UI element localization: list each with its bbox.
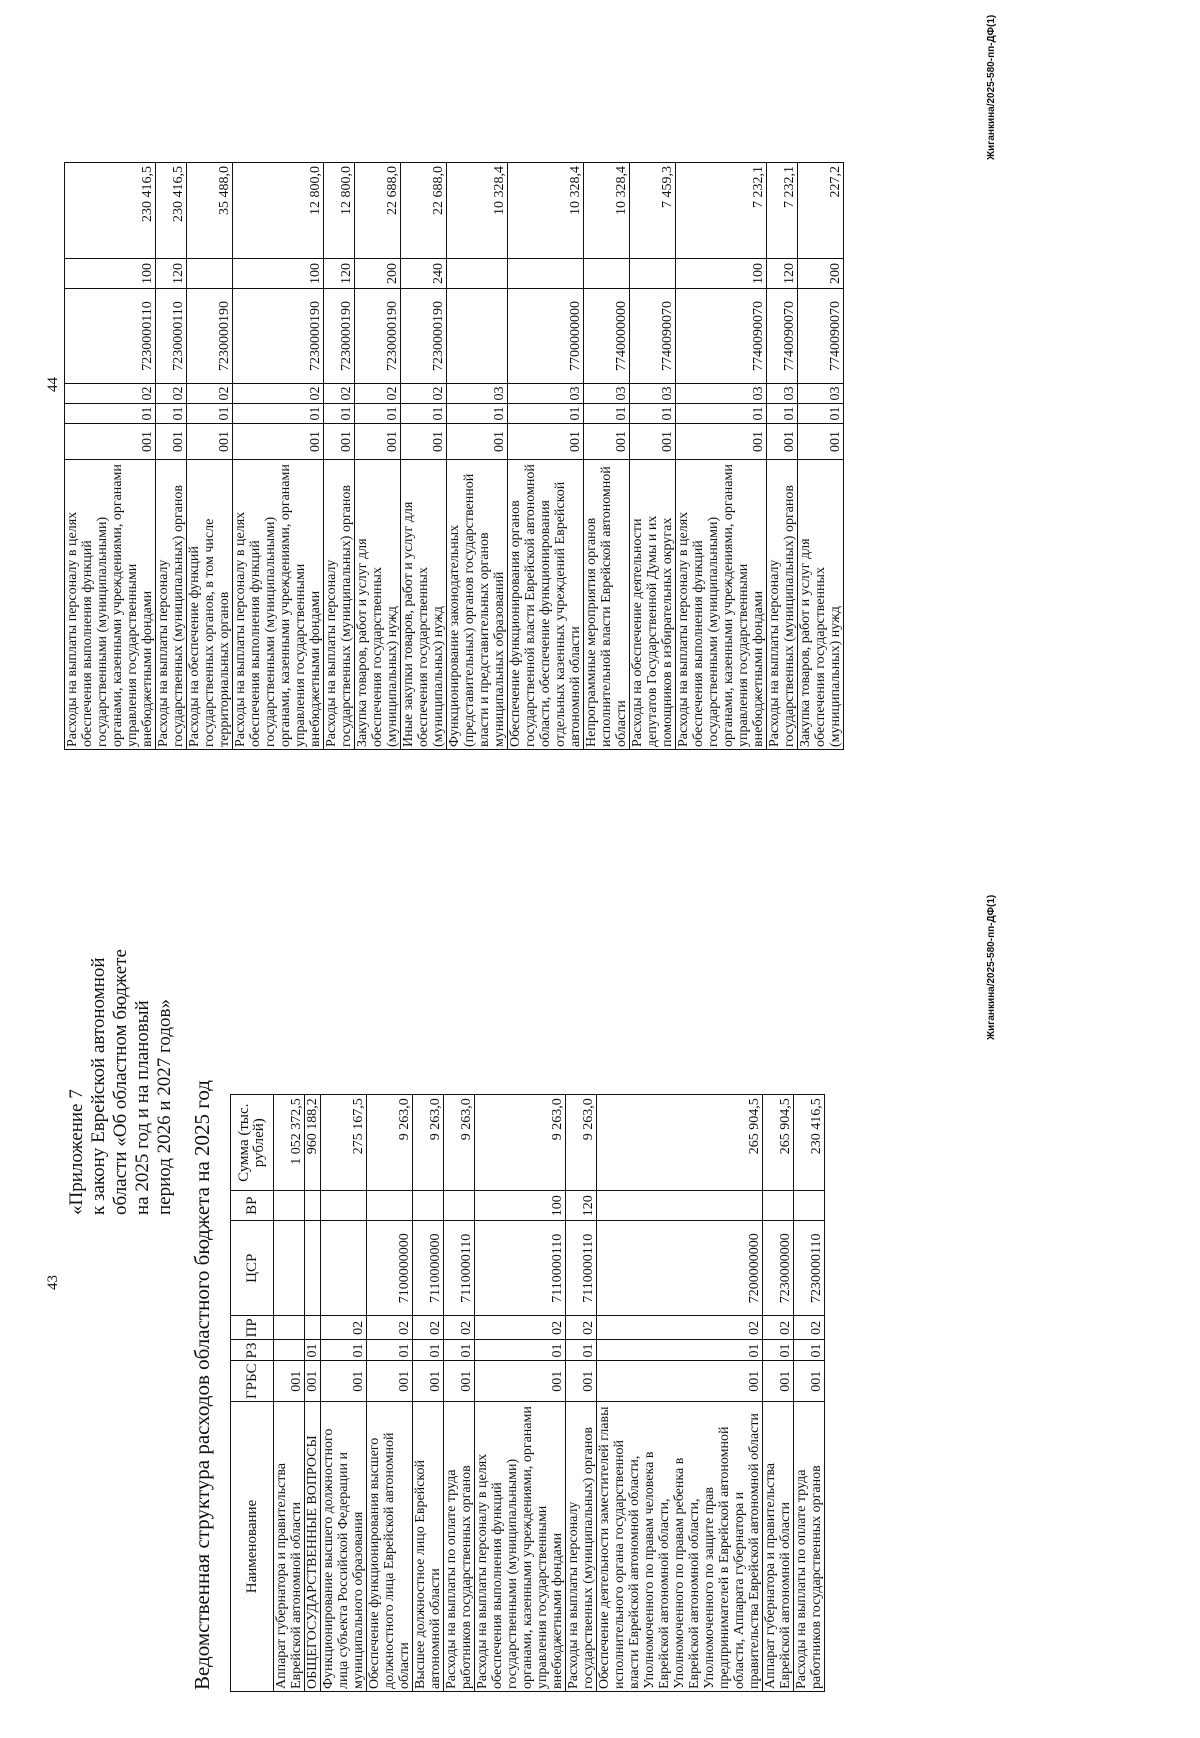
- cell-csr: 7110000110: [444, 1221, 475, 1316]
- cell-csr: 7200000000: [597, 1221, 763, 1316]
- cell-rz: 01: [305, 1340, 321, 1361]
- cell-sum: 7 459,3: [630, 163, 676, 259]
- cell-rz: 01: [444, 1340, 475, 1361]
- cell-name: Расходы на выплаты по оплате труда работников государственных органов: [444, 1402, 475, 1692]
- cell-sum: 960 188,2: [305, 1095, 321, 1191]
- table-row: [321, 1095, 367, 1692]
- header-csr: ЦСР: [231, 1221, 274, 1316]
- cell-rz: 01: [401, 404, 447, 424]
- cell-csr: 7230000110: [794, 1221, 825, 1316]
- table-row: [401, 163, 447, 750]
- cell-name: Аппарат губернатора и правительства Еврейской автономной области: [274, 1402, 305, 1692]
- cell-sum: 230 416,5: [156, 163, 187, 259]
- cell-csr: 7100000000: [367, 1221, 413, 1316]
- budget-table-page-43: [230, 1094, 825, 1692]
- cell-rz: 01: [65, 404, 156, 424]
- budget-table-left-wrapper: [230, 1094, 825, 1692]
- cell-vr: 100: [233, 259, 324, 289]
- table-row: [798, 163, 844, 750]
- table-row: [767, 163, 798, 750]
- cell-pr: 02: [355, 384, 401, 404]
- cell-csr: 7740090070: [676, 289, 767, 384]
- cell-rz: 01: [676, 404, 767, 424]
- cell-sum: 22 688,0: [355, 163, 401, 259]
- table-row: [444, 1095, 475, 1692]
- cell-grbs: 001: [305, 1361, 321, 1402]
- footer-left: Жиганкина/2025-580-пп-ДФ(1): [986, 894, 997, 1040]
- cell-sum: 9 263,0: [444, 1095, 475, 1191]
- cell-name: Иные закупки товаров, работ и услуг для обеспечения государственных (муниципальных) нужд: [401, 460, 447, 750]
- cell-grbs: 001: [187, 424, 233, 460]
- table-row: [630, 163, 676, 750]
- cell-grbs: 001: [475, 1361, 566, 1402]
- cell-vr: 100: [65, 259, 156, 289]
- cell-vr: 120: [767, 259, 798, 289]
- cell-csr: [447, 289, 508, 384]
- table-row: [65, 163, 156, 750]
- cell-csr: [305, 1221, 321, 1316]
- cell-grbs: 001: [447, 424, 508, 460]
- cell-sum: 9 263,0: [566, 1095, 597, 1191]
- cell-sum: 227,2: [798, 163, 844, 259]
- cell-pr: 02: [413, 1316, 444, 1340]
- header-sum: Сумма (тыс. рублей): [231, 1095, 274, 1191]
- cell-sum: 10 328,4: [447, 163, 508, 259]
- cell-vr: [447, 259, 508, 289]
- appendix-heading: [66, 795, 176, 1215]
- cell-pr: 03: [767, 384, 798, 404]
- page-number-44: 44: [45, 377, 61, 392]
- appendix-line-5: период 2026 и 2027 годов»: [154, 999, 175, 1215]
- cell-sum: 12 800,0: [324, 163, 355, 259]
- cell-csr: 7230000110: [156, 289, 187, 384]
- cell-pr: 02: [233, 384, 324, 404]
- cell-csr: 7230000190: [401, 289, 447, 384]
- cell-rz: 01: [367, 1340, 413, 1361]
- cell-pr: 02: [401, 384, 447, 404]
- cell-name: Расходы на обеспечение функций государственных органов, в том числе территориальных органов: [187, 460, 233, 750]
- cell-rz: 01: [508, 404, 584, 424]
- cell-rz: 01: [566, 1340, 597, 1361]
- cell-pr: 02: [444, 1316, 475, 1340]
- cell-rz: 01: [187, 404, 233, 424]
- table-row: [187, 163, 233, 750]
- table-row: [508, 163, 584, 750]
- cell-sum: 7 232,1: [676, 163, 767, 259]
- cell-csr: 7230000190: [355, 289, 401, 384]
- cell-vr: [794, 1191, 825, 1221]
- cell-csr: 7740000000: [584, 289, 630, 384]
- cell-rz: 01: [475, 1340, 566, 1361]
- cell-grbs: 001: [767, 424, 798, 460]
- cell-sum: 230 416,5: [794, 1095, 825, 1191]
- cell-pr: 02: [65, 384, 156, 404]
- cell-name: Расходы на выплаты персоналу государственных (муниципальных) органов: [156, 460, 187, 750]
- table-row: [413, 1095, 444, 1692]
- cell-pr: 03: [676, 384, 767, 404]
- cell-rz: [274, 1340, 305, 1361]
- cell-name: Расходы на выплаты по оплате труда работников государственных органов: [794, 1402, 825, 1692]
- cell-name: Расходы на выплаты персоналу в целях обеспечения выполнения функций государственными (муниципальными) органами, казенными учреждениями, органами управления государственными внебюджетными фондами: [233, 460, 324, 750]
- cell-sum: 10 328,4: [508, 163, 584, 259]
- budget-table-right-wrapper: [64, 162, 844, 750]
- cell-pr: 02: [566, 1316, 597, 1340]
- cell-csr: 7740090070: [767, 289, 798, 384]
- cell-rz: 01: [584, 404, 630, 424]
- appendix-line-2: к закону Еврейской автономной: [88, 957, 109, 1215]
- cell-vr: 200: [355, 259, 401, 289]
- table-row: [763, 1095, 794, 1692]
- cell-csr: [321, 1221, 367, 1316]
- cell-grbs: 001: [763, 1361, 794, 1402]
- cell-pr: 02: [324, 384, 355, 404]
- cell-rz: 01: [413, 1340, 444, 1361]
- cell-vr: [367, 1191, 413, 1221]
- cell-rz: 01: [630, 404, 676, 424]
- cell-csr: 7230000110: [65, 289, 156, 384]
- cell-pr: 03: [630, 384, 676, 404]
- cell-pr: [305, 1316, 321, 1340]
- cell-grbs: 001: [508, 424, 584, 460]
- cell-csr: 7740090070: [630, 289, 676, 384]
- cell-vr: [597, 1191, 763, 1221]
- cell-grbs: 001: [355, 424, 401, 460]
- cell-sum: 9 263,0: [413, 1095, 444, 1191]
- table-row: [324, 163, 355, 750]
- cell-rz: 01: [355, 404, 401, 424]
- cell-name: Расходы на выплаты персоналу государственных (муниципальных) органов: [324, 460, 355, 750]
- cell-csr: 7700000000: [508, 289, 584, 384]
- table-row: [794, 1095, 825, 1692]
- cell-sum: 22 688,0: [401, 163, 447, 259]
- cell-rz: 01: [447, 404, 508, 424]
- cell-rz: 01: [233, 404, 324, 424]
- table-row: [475, 1095, 566, 1692]
- header-name: Наименование: [231, 1402, 274, 1692]
- table-row: [274, 1095, 305, 1692]
- cell-name: Закупка товаров, работ и услуг для обеспечения государственных (муниципальных) нужд: [798, 460, 844, 750]
- table-row: [447, 163, 508, 750]
- cell-vr: 100: [676, 259, 767, 289]
- cell-grbs: 001: [794, 1361, 825, 1402]
- cell-rz: 01: [767, 404, 798, 424]
- table-row: [597, 1095, 763, 1692]
- cell-pr: 02: [187, 384, 233, 404]
- cell-name: Расходы на выплаты персоналу государственных (муниципальных) органов: [767, 460, 798, 750]
- cell-rz: 01: [763, 1340, 794, 1361]
- cell-grbs: 001: [321, 1361, 367, 1402]
- cell-grbs: 001: [630, 424, 676, 460]
- table-row: [566, 1095, 597, 1692]
- cell-rz: 01: [321, 1340, 367, 1361]
- appendix-line-3: области «Об областном бюджете: [110, 949, 131, 1215]
- table-row: [305, 1095, 321, 1692]
- cell-vr: [508, 259, 584, 289]
- cell-csr: 7230000190: [233, 289, 324, 384]
- cell-grbs: 001: [65, 424, 156, 460]
- cell-csr: 7230000190: [324, 289, 355, 384]
- budget-table-page-44: [64, 162, 844, 750]
- cell-csr: 7110000000: [413, 1221, 444, 1316]
- table-row: [367, 1095, 413, 1692]
- cell-grbs: 001: [274, 1361, 305, 1402]
- cell-name: Расходы на выплаты персоналу в целях обеспечения выполнения функций государственными (муниципальными) органами, казенными учреждениями, органами управления государственными внебюджетными фондами: [475, 1402, 566, 1692]
- cell-name: Расходы на выплаты персоналу в целях обеспечения выполнения функций государственными (муниципальными) органами, казенными учреждениями, органами управления государственными внебюджетными фондами: [676, 460, 767, 750]
- cell-csr: 7110000110: [566, 1221, 597, 1316]
- cell-name: Обеспечение деятельности заместителей главы исполнительного органа государственной власти Еврейской автономной области, Уполномоченного по правам человека в Еврейской автономной области, Уполномоченного по правам ребенка в Еврейской автономной области, Уполномоченного по защите прав предпринимателей в Еврейской автономной области, Аппарата губернатора и правительства Еврейской автономной области: [597, 1402, 763, 1692]
- cell-pr: 03: [447, 384, 508, 404]
- page-number-43: 43: [45, 1275, 61, 1290]
- cell-sum: 275 167,5: [321, 1095, 367, 1191]
- cell-name: Обеспечение функционирования высшего должностного лица Еврейской автономной области: [367, 1402, 413, 1692]
- cell-pr: 02: [156, 384, 187, 404]
- cell-vr: 200: [798, 259, 844, 289]
- cell-name: ОБЩЕГОСУДАРСТВЕННЫЕ ВОПРОСЫ: [305, 1402, 321, 1692]
- table-row: [233, 163, 324, 750]
- cell-sum: 1 052 372,5: [274, 1095, 305, 1191]
- cell-csr: [274, 1221, 305, 1316]
- cell-name: Закупка товаров, работ и услуг для обеспечения государственных (муниципальных) нужд: [355, 460, 401, 750]
- cell-grbs: 001: [798, 424, 844, 460]
- cell-sum: 9 263,0: [475, 1095, 566, 1191]
- cell-pr: [274, 1316, 305, 1340]
- table-row: [676, 163, 767, 750]
- cell-rz: 01: [798, 404, 844, 424]
- cell-sum: 10 328,4: [584, 163, 630, 259]
- cell-csr: 7230000190: [187, 289, 233, 384]
- cell-vr: 120: [566, 1191, 597, 1221]
- cell-name: Расходы на обеспечение деятельности депутатов Государственной Думы и их помощников в избирательных округах: [630, 460, 676, 750]
- cell-sum: 12 800,0: [233, 163, 324, 259]
- cell-grbs: 001: [156, 424, 187, 460]
- cell-csr: 7740090070: [798, 289, 844, 384]
- appendix-line-4: на 2025 год и на плановый: [132, 1000, 153, 1215]
- cell-grbs: 001: [584, 424, 630, 460]
- appendix-line-1: «Приложение 7: [66, 1089, 87, 1215]
- cell-grbs: 001: [233, 424, 324, 460]
- cell-grbs: 001: [444, 1361, 475, 1402]
- cell-vr: [321, 1191, 367, 1221]
- cell-grbs: 001: [367, 1361, 413, 1402]
- cell-vr: 120: [324, 259, 355, 289]
- cell-name: Функционирование высшего должностного лица субъекта Российской Федерации и муниципального образования: [321, 1402, 367, 1692]
- cell-rz: 01: [597, 1340, 763, 1361]
- cell-pr: 03: [508, 384, 584, 404]
- document-title: Ведомственная структура расходов областного бюджета на 2025 год: [190, 1080, 214, 1690]
- cell-sum: 7 232,1: [767, 163, 798, 259]
- cell-grbs: 001: [597, 1361, 763, 1402]
- cell-csr: 7230000000: [763, 1221, 794, 1316]
- header-rz: РЗ: [231, 1340, 274, 1361]
- cell-vr: [274, 1191, 305, 1221]
- cell-rz: 01: [156, 404, 187, 424]
- cell-grbs: 001: [566, 1361, 597, 1402]
- cell-pr: 02: [794, 1316, 825, 1340]
- cell-sum: 230 416,5: [65, 163, 156, 259]
- cell-pr: 03: [584, 384, 630, 404]
- cell-sum: 35 488,0: [187, 163, 233, 259]
- header-grbs: ГРБС: [231, 1361, 274, 1402]
- cell-sum: 265 904,5: [763, 1095, 794, 1191]
- cell-vr: [305, 1191, 321, 1221]
- cell-name: Расходы на выплаты персоналу в целях обеспечения выполнения функций государственными (муниципальными) органами, казенными учреждениями, органами управления государственными внебюджетными фондами: [65, 460, 156, 750]
- cell-vr: [630, 259, 676, 289]
- cell-grbs: 001: [413, 1361, 444, 1402]
- cell-grbs: 001: [324, 424, 355, 460]
- cell-vr: 240: [401, 259, 447, 289]
- cell-sum: 265 904,5: [597, 1095, 763, 1191]
- table-row: [156, 163, 187, 750]
- cell-pr: 02: [597, 1316, 763, 1340]
- cell-name: Функционирование законодательных (представительных) органов государственной власти и представительных органов муниципальных образований: [447, 460, 508, 750]
- cell-name: Обеспечение функционирования органов государственной власти Еврейской автономной области, обеспечение функционирования отдельных казенных учреждений Еврейской автономной области: [508, 460, 584, 750]
- cell-vr: [444, 1191, 475, 1221]
- cell-vr: 120: [156, 259, 187, 289]
- header-vr: ВР: [231, 1191, 274, 1221]
- cell-name: Высшее должностное лицо Еврейской автономной области: [413, 1402, 444, 1692]
- cell-vr: [584, 259, 630, 289]
- table-header-row: [231, 1095, 274, 1692]
- cell-grbs: 001: [676, 424, 767, 460]
- cell-csr: 7110000110: [475, 1221, 566, 1316]
- header-pr: ПР: [231, 1316, 274, 1340]
- cell-pr: 02: [367, 1316, 413, 1340]
- cell-vr: 100: [475, 1191, 566, 1221]
- cell-vr: [187, 259, 233, 289]
- cell-pr: 02: [321, 1316, 367, 1340]
- cell-rz: 01: [324, 404, 355, 424]
- cell-name: Непрограммные мероприятия органов исполнительной власти Еврейской автономной области: [584, 460, 630, 750]
- cell-vr: [763, 1191, 794, 1221]
- cell-pr: 03: [798, 384, 844, 404]
- cell-name: Аппарат губернатора и правительства Еврейской автономной области: [763, 1402, 794, 1692]
- cell-vr: [413, 1191, 444, 1221]
- table-row: [355, 163, 401, 750]
- cell-name: Расходы на выплаты персоналу государственных (муниципальных) органов: [566, 1402, 597, 1692]
- footer-right: Жиганкина/2025-580-пп-ДФ(1): [986, 14, 997, 160]
- cell-pr: 02: [763, 1316, 794, 1340]
- cell-grbs: 001: [401, 424, 447, 460]
- cell-sum: 9 263,0: [367, 1095, 413, 1191]
- table-row: [584, 163, 630, 750]
- cell-rz: 01: [794, 1340, 825, 1361]
- cell-pr: 02: [475, 1316, 566, 1340]
